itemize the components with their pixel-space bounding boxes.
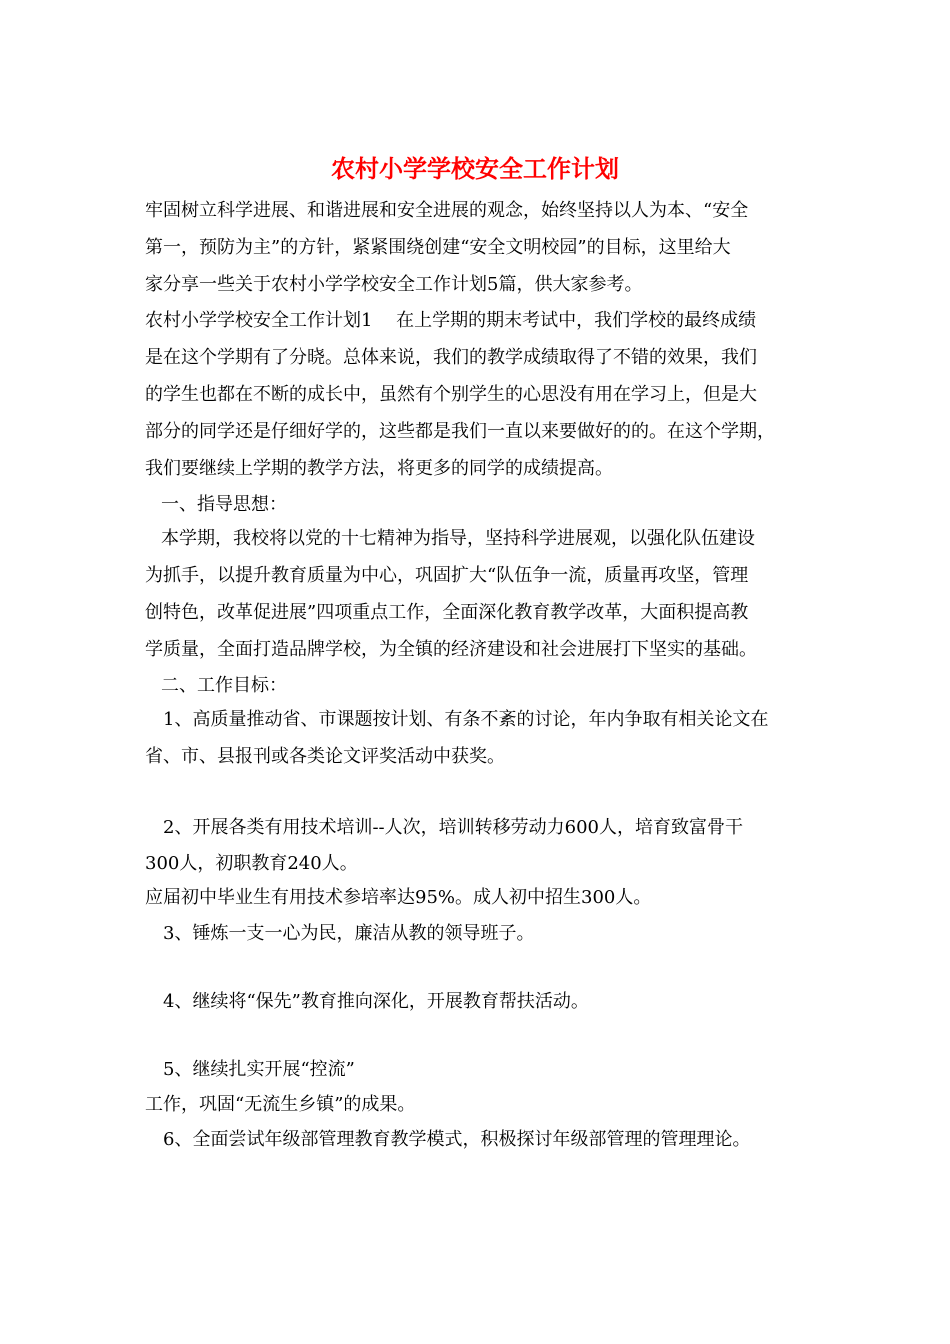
paragraph-line: 创特色，改革促进展”四项重点工作，全面深化教育教学改革，大面积提高教	[145, 602, 749, 623]
list-item: 6、全面尝试年级部管理教育教学模式，积极探讨年级部管理的管理理论。	[163, 1129, 751, 1150]
paragraph-line: 省、市、县报刊或各类论文评奖活动中获奖。	[145, 746, 505, 767]
paragraph-line: 应届初中毕业生有用技术参培率达95%。成人初中招生300人。	[145, 887, 652, 908]
document-title: 农村小学学校安全工作计划	[331, 154, 619, 183]
section-heading: 一、指导思想：	[161, 494, 287, 515]
paragraph-line: 是在这个学期有了分晓。总体来说，我们的教学成绩取得了不错的效果，我们	[145, 347, 757, 368]
paragraph-line: 工作，巩固“无流生乡镇”的成果。	[145, 1094, 416, 1115]
list-item: 5、继续扎实开展“控流”	[163, 1059, 355, 1080]
section-heading: 二、工作目标：	[161, 675, 287, 696]
paragraph-line: 我们要继续上学期的教学方法，将更多的同学的成绩提高。	[145, 458, 613, 479]
paragraph-line: 的学生也都在不断的成长中，虽然有个别学生的心思没有用在学习上，但是大	[145, 384, 757, 405]
paragraph-line: 学质量，全面打造品牌学校，为全镇的经济建设和社会进展打下坚实的基础。	[145, 639, 757, 660]
paragraph-line: 家分享一些关于农村小学学校安全工作计划5篇，供大家参考。	[145, 274, 643, 295]
list-item: 2、开展各类有用技术培训--人次，培训转移劳动力600人，培育致富骨干	[163, 817, 743, 838]
paragraph-line: 300人，初职教育240人。	[145, 853, 358, 874]
paragraph-line: 第一，预防为主”的方针，紧紧围绕创建“安全文明校园”的目标，这里给大	[145, 237, 731, 258]
list-item: 1、高质量推动省、市课题按计划、有条不紊的讨论，年内争取有相关论文在	[163, 709, 769, 730]
paragraph-line: 本学期，我校将以党的十七精神为指导，坚持科学进展观，以强化队伍建设	[161, 528, 755, 549]
paragraph-line: 部分的同学还是仔细好学的，这些都是我们一直以来要做好的的。在这个学期，	[145, 421, 775, 442]
list-item: 3、锤炼一支一心为民，廉洁从教的领导班子。	[163, 923, 535, 944]
list-item: 4、继续将“保先”教育推向深化，开展教育帮扶活动。	[163, 991, 589, 1012]
paragraph-line: 牢固树立科学进展、和谐进展和安全进展的观念，始终坚持以人为本、“安全	[145, 200, 749, 221]
paragraph-line: 农村小学学校安全工作计划1 在上学期的期末考试中，我们学校的最终成绩	[145, 310, 757, 331]
paragraph-line: 为抓手，以提升教育质量为中心，巩固扩大“队伍争一流，质量再攻坚，管理	[145, 565, 749, 586]
